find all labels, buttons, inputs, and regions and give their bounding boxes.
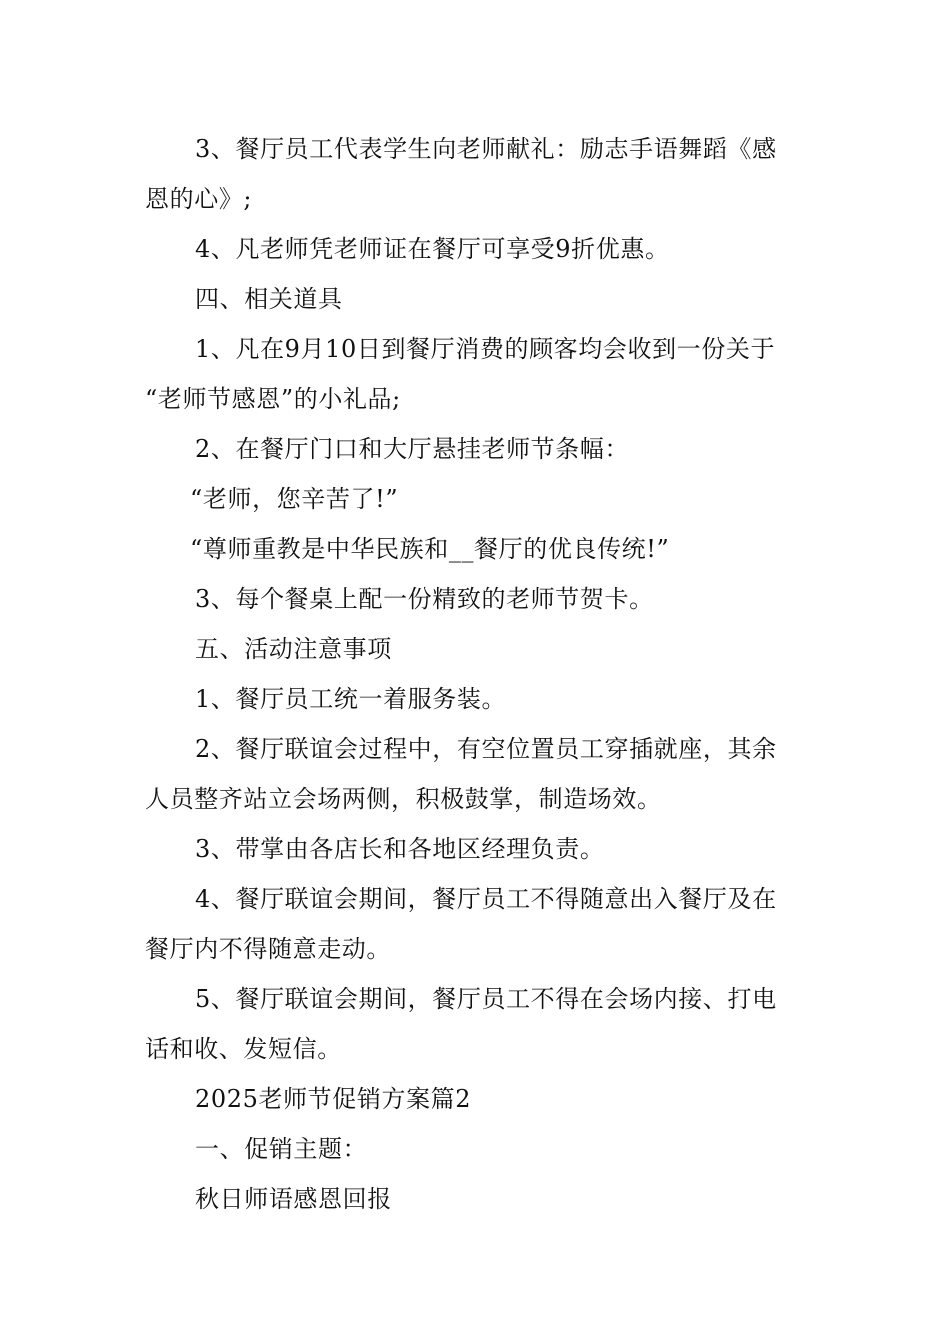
paragraph-line: 餐厅内不得随意走动。 xyxy=(145,935,391,963)
paragraph-line: 2、餐厅联谊会过程中，有空位置员工穿插就座，其余 xyxy=(195,735,777,763)
document-title: 2025老师节促销方案篇2 xyxy=(195,1085,472,1113)
section-heading: 一、促销主题： xyxy=(195,1135,368,1163)
paragraph-line: 恩的心》; xyxy=(145,185,253,213)
paragraph-line: 话和收、发短信。 xyxy=(145,1035,342,1063)
paragraph-line: 3、带掌由各店长和各地区经理负责。 xyxy=(195,835,605,863)
paragraph-line: 3、餐厅员工代表学生向老师献礼：励志手语舞蹈《感 xyxy=(195,135,777,163)
paragraph-line: 4、凡老师凭老师证在餐厅可享受9折优惠。 xyxy=(195,235,670,263)
section-heading: 五、活动注意事项 xyxy=(195,635,392,663)
paragraph-line: 2、在餐厅门口和大厅悬挂老师节条幅： xyxy=(195,435,630,463)
paragraph-line: “老师节感恩”的小礼品; xyxy=(145,385,401,413)
paragraph-line: 1、凡在9月10日到餐厅消费的顾客均会收到一份关于 xyxy=(195,335,776,363)
paragraph-line: 4、餐厅联谊会期间，餐厅员工不得随意出入餐厅及在 xyxy=(195,885,777,913)
paragraph-line: 1、餐厅员工统一着服务装。 xyxy=(195,685,507,713)
banner-quote: “老师，您辛苦了!” xyxy=(190,485,399,513)
paragraph-line: 秋日师语感恩回报 xyxy=(195,1185,392,1213)
paragraph-line: 5、餐厅联谊会期间，餐厅员工不得在会场内接、打电 xyxy=(195,985,777,1013)
banner-quote: “尊师重教是中华民族和__餐厅的优良传统!” xyxy=(190,535,670,563)
paragraph-line: 人员整齐站立会场两侧，积极鼓掌，制造场效。 xyxy=(145,785,662,813)
paragraph-line: 3、每个餐桌上配一份精致的老师节贺卡。 xyxy=(195,585,654,613)
section-heading: 四、相关道具 xyxy=(195,285,343,313)
